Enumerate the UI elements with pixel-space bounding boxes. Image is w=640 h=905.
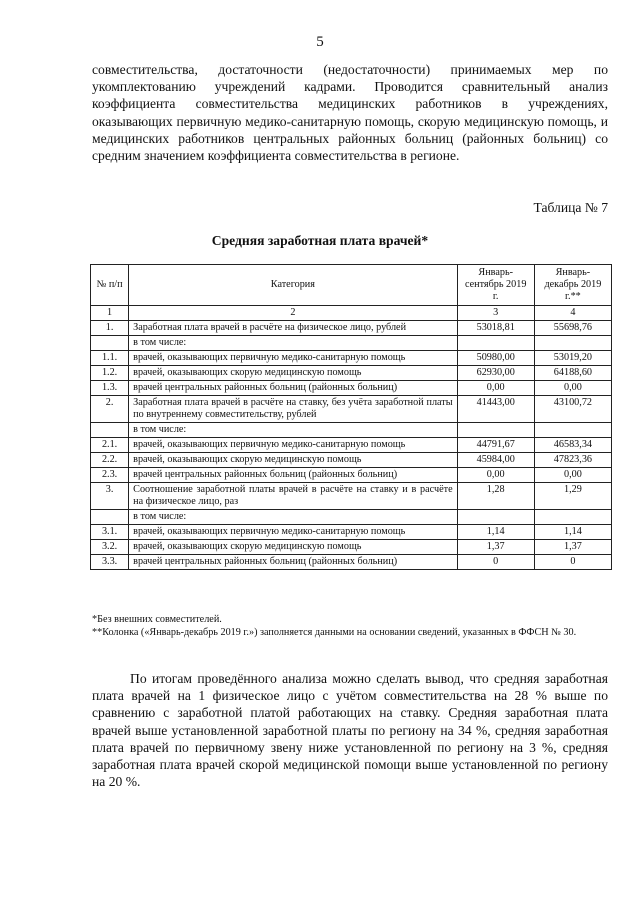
footnote: **Колонка («Январь-декабрь 2019 г.») заполняется данными на основании сведений, указанных в ФФСН № 30. xyxy=(92,627,577,638)
row-num: 1. xyxy=(91,321,129,336)
row-category: врачей, оказывающих скорую медицинскую помощь xyxy=(129,453,457,468)
page-number: 5 xyxy=(316,34,324,50)
row-num xyxy=(91,336,129,351)
row-category: врачей, оказывающих скорую медицинскую помощь xyxy=(129,366,457,381)
table-row xyxy=(91,351,612,366)
row-value-period2 xyxy=(534,336,611,351)
table-row xyxy=(91,366,612,381)
row-value-period1: 44791,67 xyxy=(457,438,534,453)
table-header-row xyxy=(91,265,612,306)
table-row xyxy=(91,321,612,336)
row-category: врачей, оказывающих первичную медико-санитарную помощь xyxy=(129,438,457,453)
row-category: врачей, оказывающих первичную медико-санитарную помощь xyxy=(129,525,457,540)
row-value-period1: 0,00 xyxy=(457,468,534,483)
table-row xyxy=(91,468,612,483)
row-value-period1: 1,37 xyxy=(457,540,534,555)
conclusion-paragraph: По итогам проведённого анализа можно сделать вывод, что средняя заработная плата врачей на 1 физическое лицо с учётом совместительства на 28 % выше по сравнению с заработной платой работающих на ставку. Средняя заработная плата врачей выше установленной заработной платы по региону на 34 %, средняя заработная плата врачей по первичному звену ниже установленной по региону на 3 %, средняя заработная плата врачей скорой медицинской помощи выше установленной по региону на 20 %. xyxy=(92,671,608,790)
index-cell: 4 xyxy=(534,306,611,321)
row-value-period1: 0,00 xyxy=(457,381,534,396)
row-num xyxy=(91,423,129,438)
row-num: 2.1. xyxy=(91,438,129,453)
row-value-period1: 53018,81 xyxy=(457,321,534,336)
row-category: врачей центральных районных больниц (районных больниц) xyxy=(129,468,457,483)
footnotes xyxy=(92,613,608,639)
row-num: 2.3. xyxy=(91,468,129,483)
row-value-period2: 1,14 xyxy=(534,525,611,540)
table-row xyxy=(91,453,612,468)
table-row xyxy=(91,483,612,510)
table-title: Средняя заработная плата врачей* xyxy=(211,233,429,248)
row-num: 3. xyxy=(91,483,129,510)
header-num: № п/п xyxy=(91,265,129,306)
table-row xyxy=(91,510,612,525)
index-cell: 3 xyxy=(457,306,534,321)
row-value-period1: 1,28 xyxy=(457,483,534,510)
row-category: врачей, оказывающих первичную медико-санитарную помощь xyxy=(129,351,457,366)
row-category: врачей центральных районных больниц (районных больниц) xyxy=(129,381,457,396)
row-value-period1 xyxy=(457,510,534,525)
row-value-period2: 1,37 xyxy=(534,540,611,555)
row-value-period1: 45984,00 xyxy=(457,453,534,468)
table-row xyxy=(91,396,612,423)
row-value-period1: 50980,00 xyxy=(457,351,534,366)
row-value-period2: 53019,20 xyxy=(534,351,611,366)
table-row xyxy=(91,423,612,438)
row-category: Соотношение заработной платы врачей в расчёте на ставку и в расчёте на физическое лицо, раз xyxy=(129,483,457,510)
table-row xyxy=(91,525,612,540)
row-value-period2: 64188,60 xyxy=(534,366,611,381)
header-period1: Январь-сентябрь 2019 г. xyxy=(457,265,534,306)
row-value-period1: 0 xyxy=(457,555,534,570)
row-value-period1: 1,14 xyxy=(457,525,534,540)
row-category: Заработная плата врачей в расчёте на физическое лицо, рублей xyxy=(129,321,457,336)
row-num: 3.1. xyxy=(91,525,129,540)
row-value-period1 xyxy=(457,336,534,351)
table-row xyxy=(91,336,612,351)
index-cell: 2 xyxy=(129,306,457,321)
table-row xyxy=(91,555,612,570)
row-category: в том числе: xyxy=(129,336,457,351)
row-value-period1: 62930,00 xyxy=(457,366,534,381)
header-category: Категория xyxy=(129,265,457,306)
footnote: *Без внешних совместителей. xyxy=(92,614,222,625)
row-num: 1.2. xyxy=(91,366,129,381)
row-value-period2: 55698,76 xyxy=(534,321,611,336)
row-num: 2. xyxy=(91,396,129,423)
row-category: врачей центральных районных больниц (районных больниц) xyxy=(129,555,457,570)
table-label: Таблица № 7 xyxy=(533,200,608,215)
row-num: 3.3. xyxy=(91,555,129,570)
table-row xyxy=(91,381,612,396)
row-value-period1: 41443,00 xyxy=(457,396,534,423)
table-row xyxy=(91,540,612,555)
row-value-period2 xyxy=(534,510,611,525)
row-value-period2 xyxy=(534,423,611,438)
index-cell: 1 xyxy=(91,306,129,321)
salary-table xyxy=(90,264,612,570)
row-value-period2: 43100,72 xyxy=(534,396,611,423)
row-value-period2: 47823,36 xyxy=(534,453,611,468)
row-value-period2: 0,00 xyxy=(534,468,611,483)
row-category: в том числе: xyxy=(129,510,457,525)
row-value-period2: 0,00 xyxy=(534,381,611,396)
intro-paragraph: совместительства, достаточности (недостаточности) принимаемых мер по укомплектованию учреждений кадрами. Проводится сравнительный анализ коэффициента совместительства медицинских работников в учреждениях, оказывающих первичную медико-санитарную помощь, скорую медицинскую помощь, и медицинских работников центральных районных больниц (районных больниц) со средним значением коэффициента совместительства в регионе. xyxy=(92,62,608,164)
row-num xyxy=(91,510,129,525)
row-num: 1.3. xyxy=(91,381,129,396)
row-num: 3.2. xyxy=(91,540,129,555)
row-category: врачей, оказывающих скорую медицинскую помощь xyxy=(129,540,457,555)
header-period2: Январь-декабрь 2019 г.** xyxy=(534,265,611,306)
row-value-period2: 46583,34 xyxy=(534,438,611,453)
row-value-period2: 1,29 xyxy=(534,483,611,510)
row-category: Заработная плата врачей в расчёте на ставку, без учёта заработной платы по внутреннему совместительству, рублей xyxy=(129,396,457,423)
row-value-period2: 0 xyxy=(534,555,611,570)
row-value-period1 xyxy=(457,423,534,438)
table-index-row xyxy=(91,306,612,321)
row-num: 2.2. xyxy=(91,453,129,468)
row-num: 1.1. xyxy=(91,351,129,366)
table-row xyxy=(91,438,612,453)
row-category: в том числе: xyxy=(129,423,457,438)
